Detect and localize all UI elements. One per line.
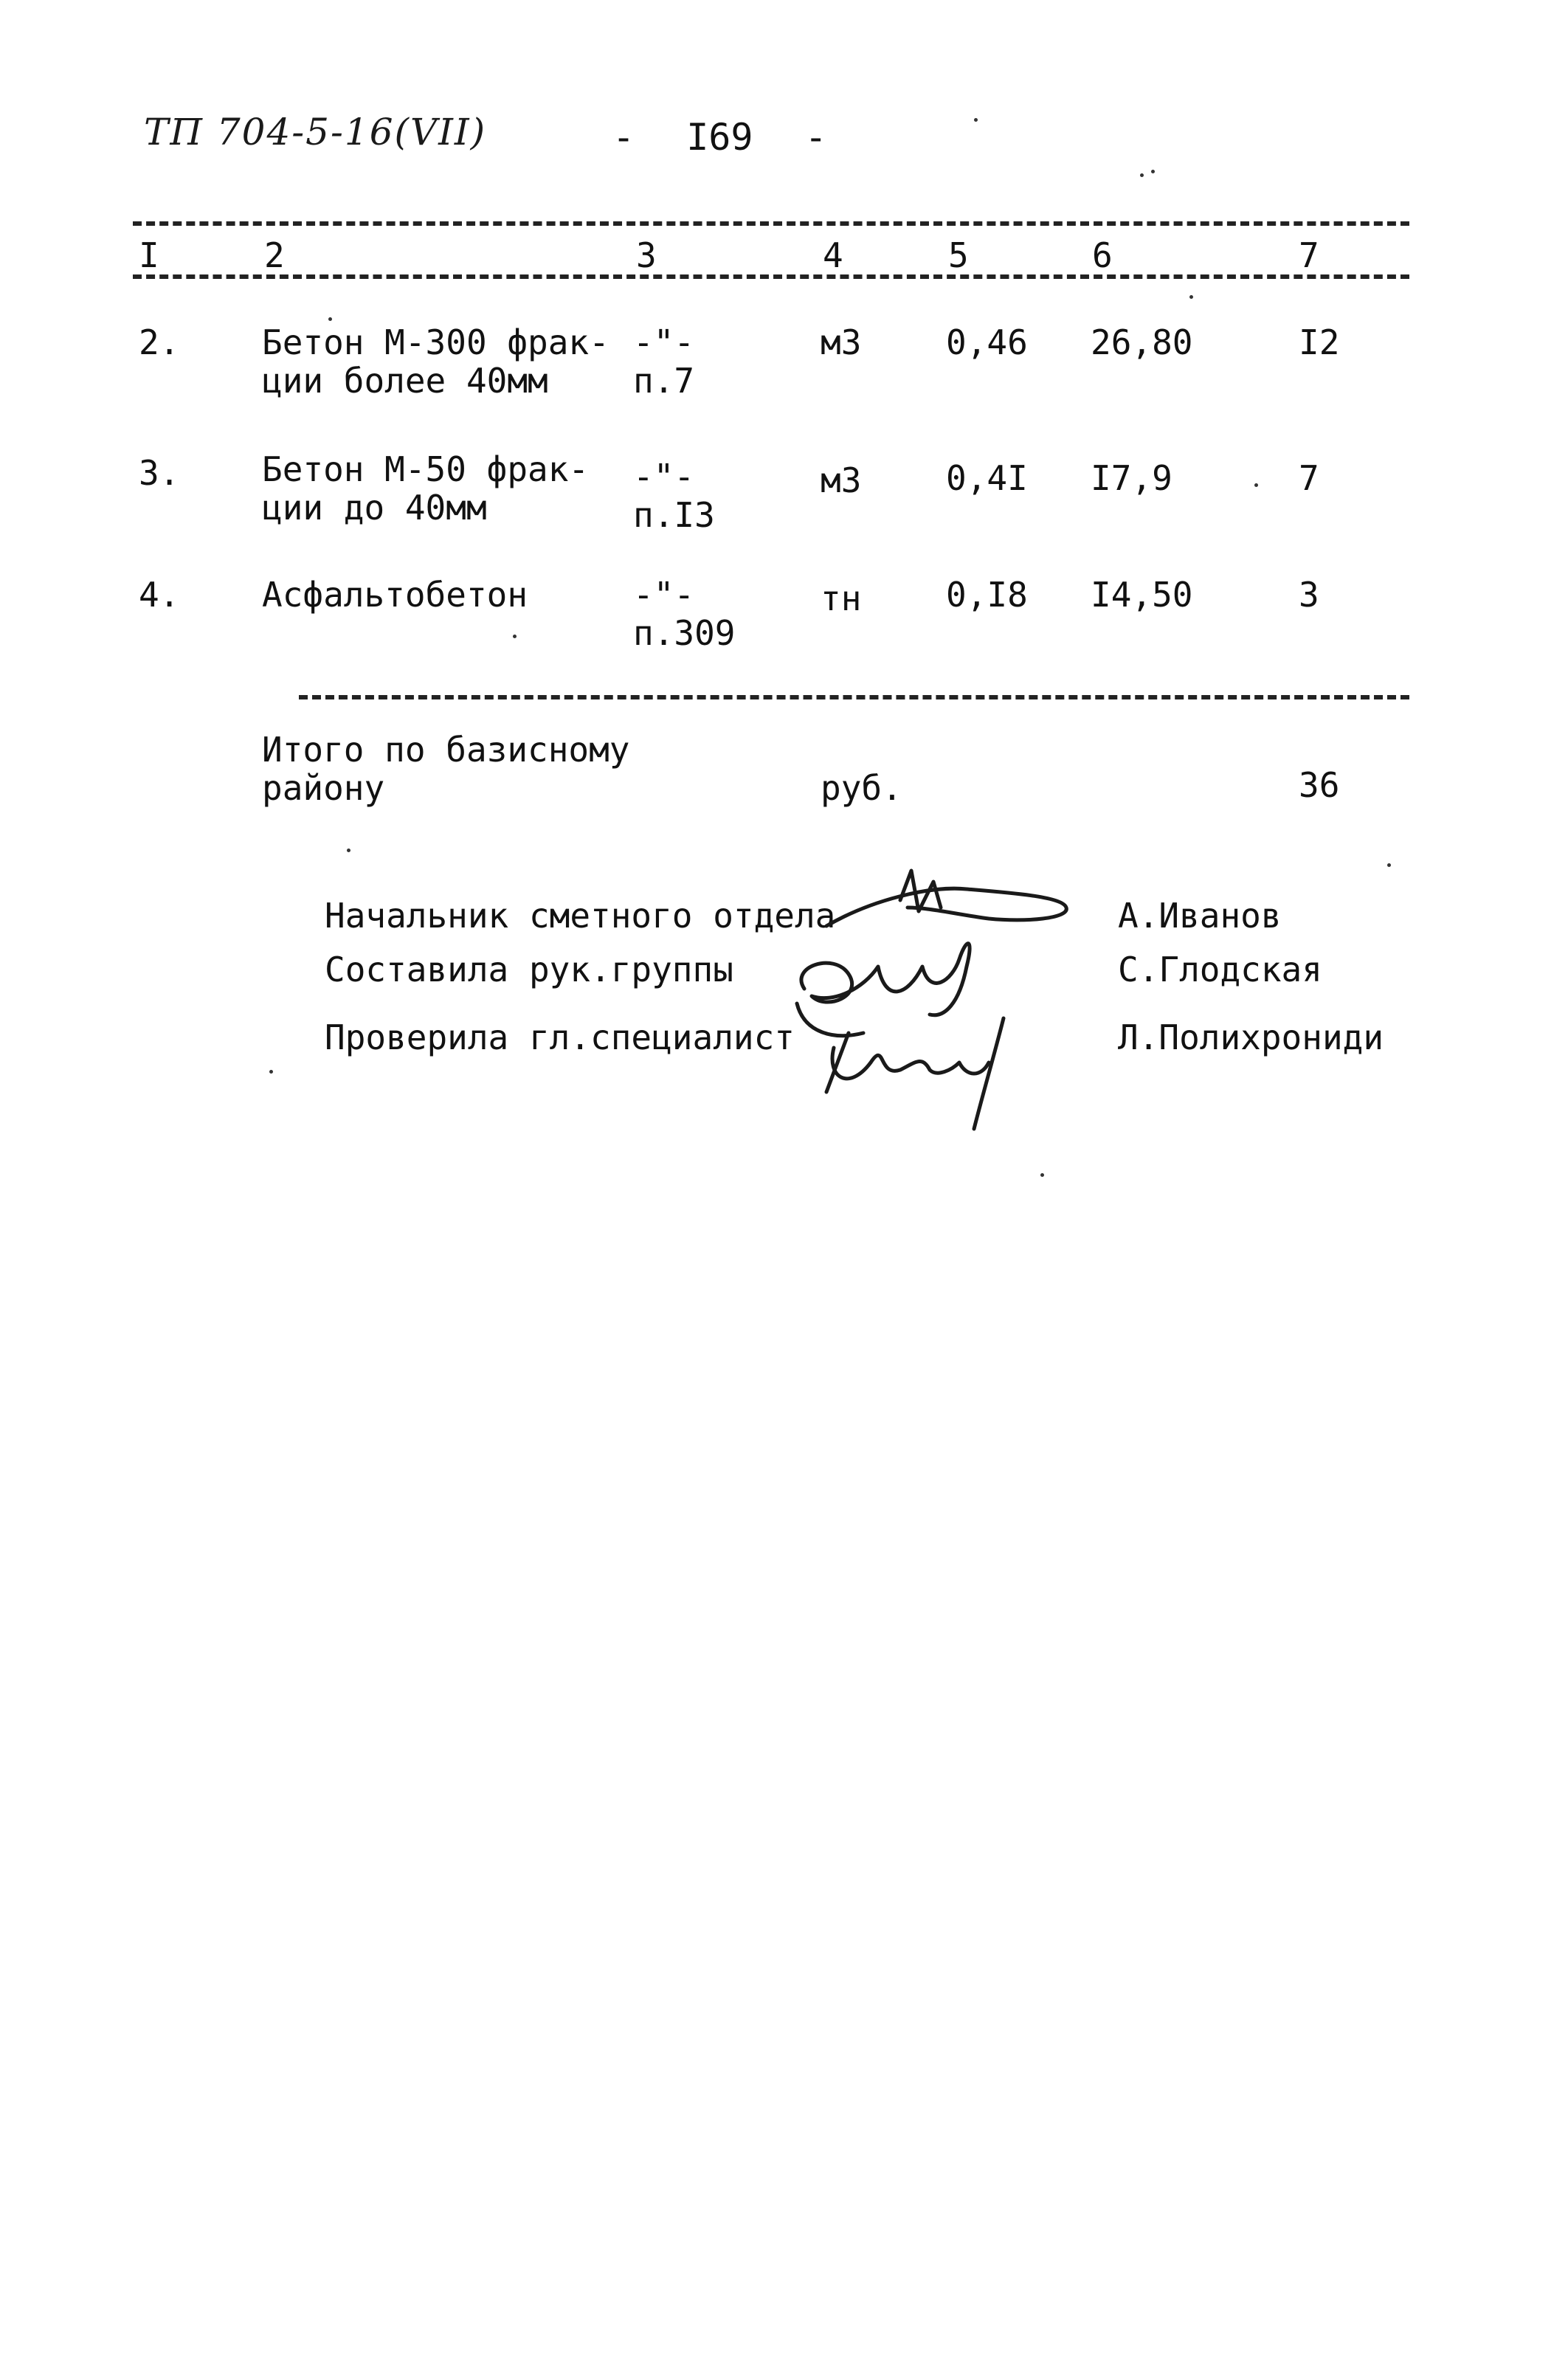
totals-value: 36	[1299, 765, 1340, 805]
row-quantity: 0,I8	[946, 575, 1028, 615]
scan-speck	[1040, 1173, 1044, 1177]
scan-speck	[1140, 173, 1144, 177]
row-total: 7	[1299, 458, 1319, 498]
scan-speck	[1151, 170, 1155, 173]
signature-role: Начальник сметного отдела	[325, 896, 836, 936]
scan-speck	[347, 849, 350, 852]
document-code: ТП 704-5-16(VII)	[144, 111, 487, 153]
row-number: 4.	[139, 575, 180, 615]
row-name: Бетон М-50 фрак-	[262, 449, 590, 489]
totals-label: району	[262, 768, 385, 808]
row-name: Асфальтобетон	[262, 575, 528, 615]
signature-name: А.Иванов	[1118, 896, 1282, 936]
signature-name: С.Глодская	[1118, 950, 1322, 989]
row-unit: м3	[821, 460, 862, 500]
scan-speck	[1254, 483, 1258, 487]
column-header: 6	[1092, 235, 1113, 275]
scan-speck	[269, 1070, 273, 1074]
row-price: I7,9	[1091, 458, 1172, 498]
totals-label: Итого по базисному	[262, 730, 630, 770]
handwritten-signatures-icon	[782, 856, 1092, 1136]
row-number: 2.	[139, 322, 180, 362]
row-price: I4,50	[1091, 575, 1193, 615]
row-reference: п.I3	[633, 495, 715, 535]
row-reference: п.309	[633, 613, 736, 653]
table-header-rule	[133, 274, 1409, 279]
row-unit: тн	[821, 578, 862, 618]
row-reference: -"-	[633, 457, 695, 497]
row-total: 3	[1299, 575, 1319, 615]
row-reference: -"-	[633, 575, 695, 615]
row-reference: п.7	[633, 361, 695, 401]
row-total: I2	[1299, 322, 1340, 362]
table-top-rule	[133, 221, 1409, 226]
totals-rule	[299, 695, 1409, 699]
column-header: 7	[1299, 235, 1319, 275]
signature-role: Составила рук.группы	[325, 950, 733, 989]
row-number: 3.	[139, 453, 180, 493]
scan-speck	[1189, 295, 1193, 299]
row-name: Бетон М-300 фрак-	[262, 322, 609, 362]
scan-speck	[974, 118, 978, 122]
column-header: 2	[264, 235, 285, 275]
totals-unit: руб.	[821, 768, 902, 808]
signature-role: Проверила гл.специалист	[325, 1017, 795, 1057]
row-name: ции более 40мм	[262, 361, 548, 401]
row-reference: -"-	[633, 322, 695, 362]
scan-speck	[513, 635, 517, 638]
page-number: - I69 -	[612, 116, 827, 159]
column-header: 4	[823, 235, 843, 275]
row-unit: м3	[821, 322, 862, 362]
row-quantity: 0,4I	[946, 458, 1028, 498]
column-header: 5	[948, 235, 969, 275]
scan-speck	[328, 317, 332, 321]
row-name: ции до 40мм	[262, 488, 487, 528]
column-header: 3	[636, 235, 657, 275]
row-quantity: 0,46	[946, 322, 1028, 362]
signature-name: Л.Полихрониди	[1118, 1017, 1384, 1057]
scan-speck	[1387, 863, 1391, 867]
column-header: I	[139, 235, 159, 275]
row-price: 26,80	[1091, 322, 1193, 362]
